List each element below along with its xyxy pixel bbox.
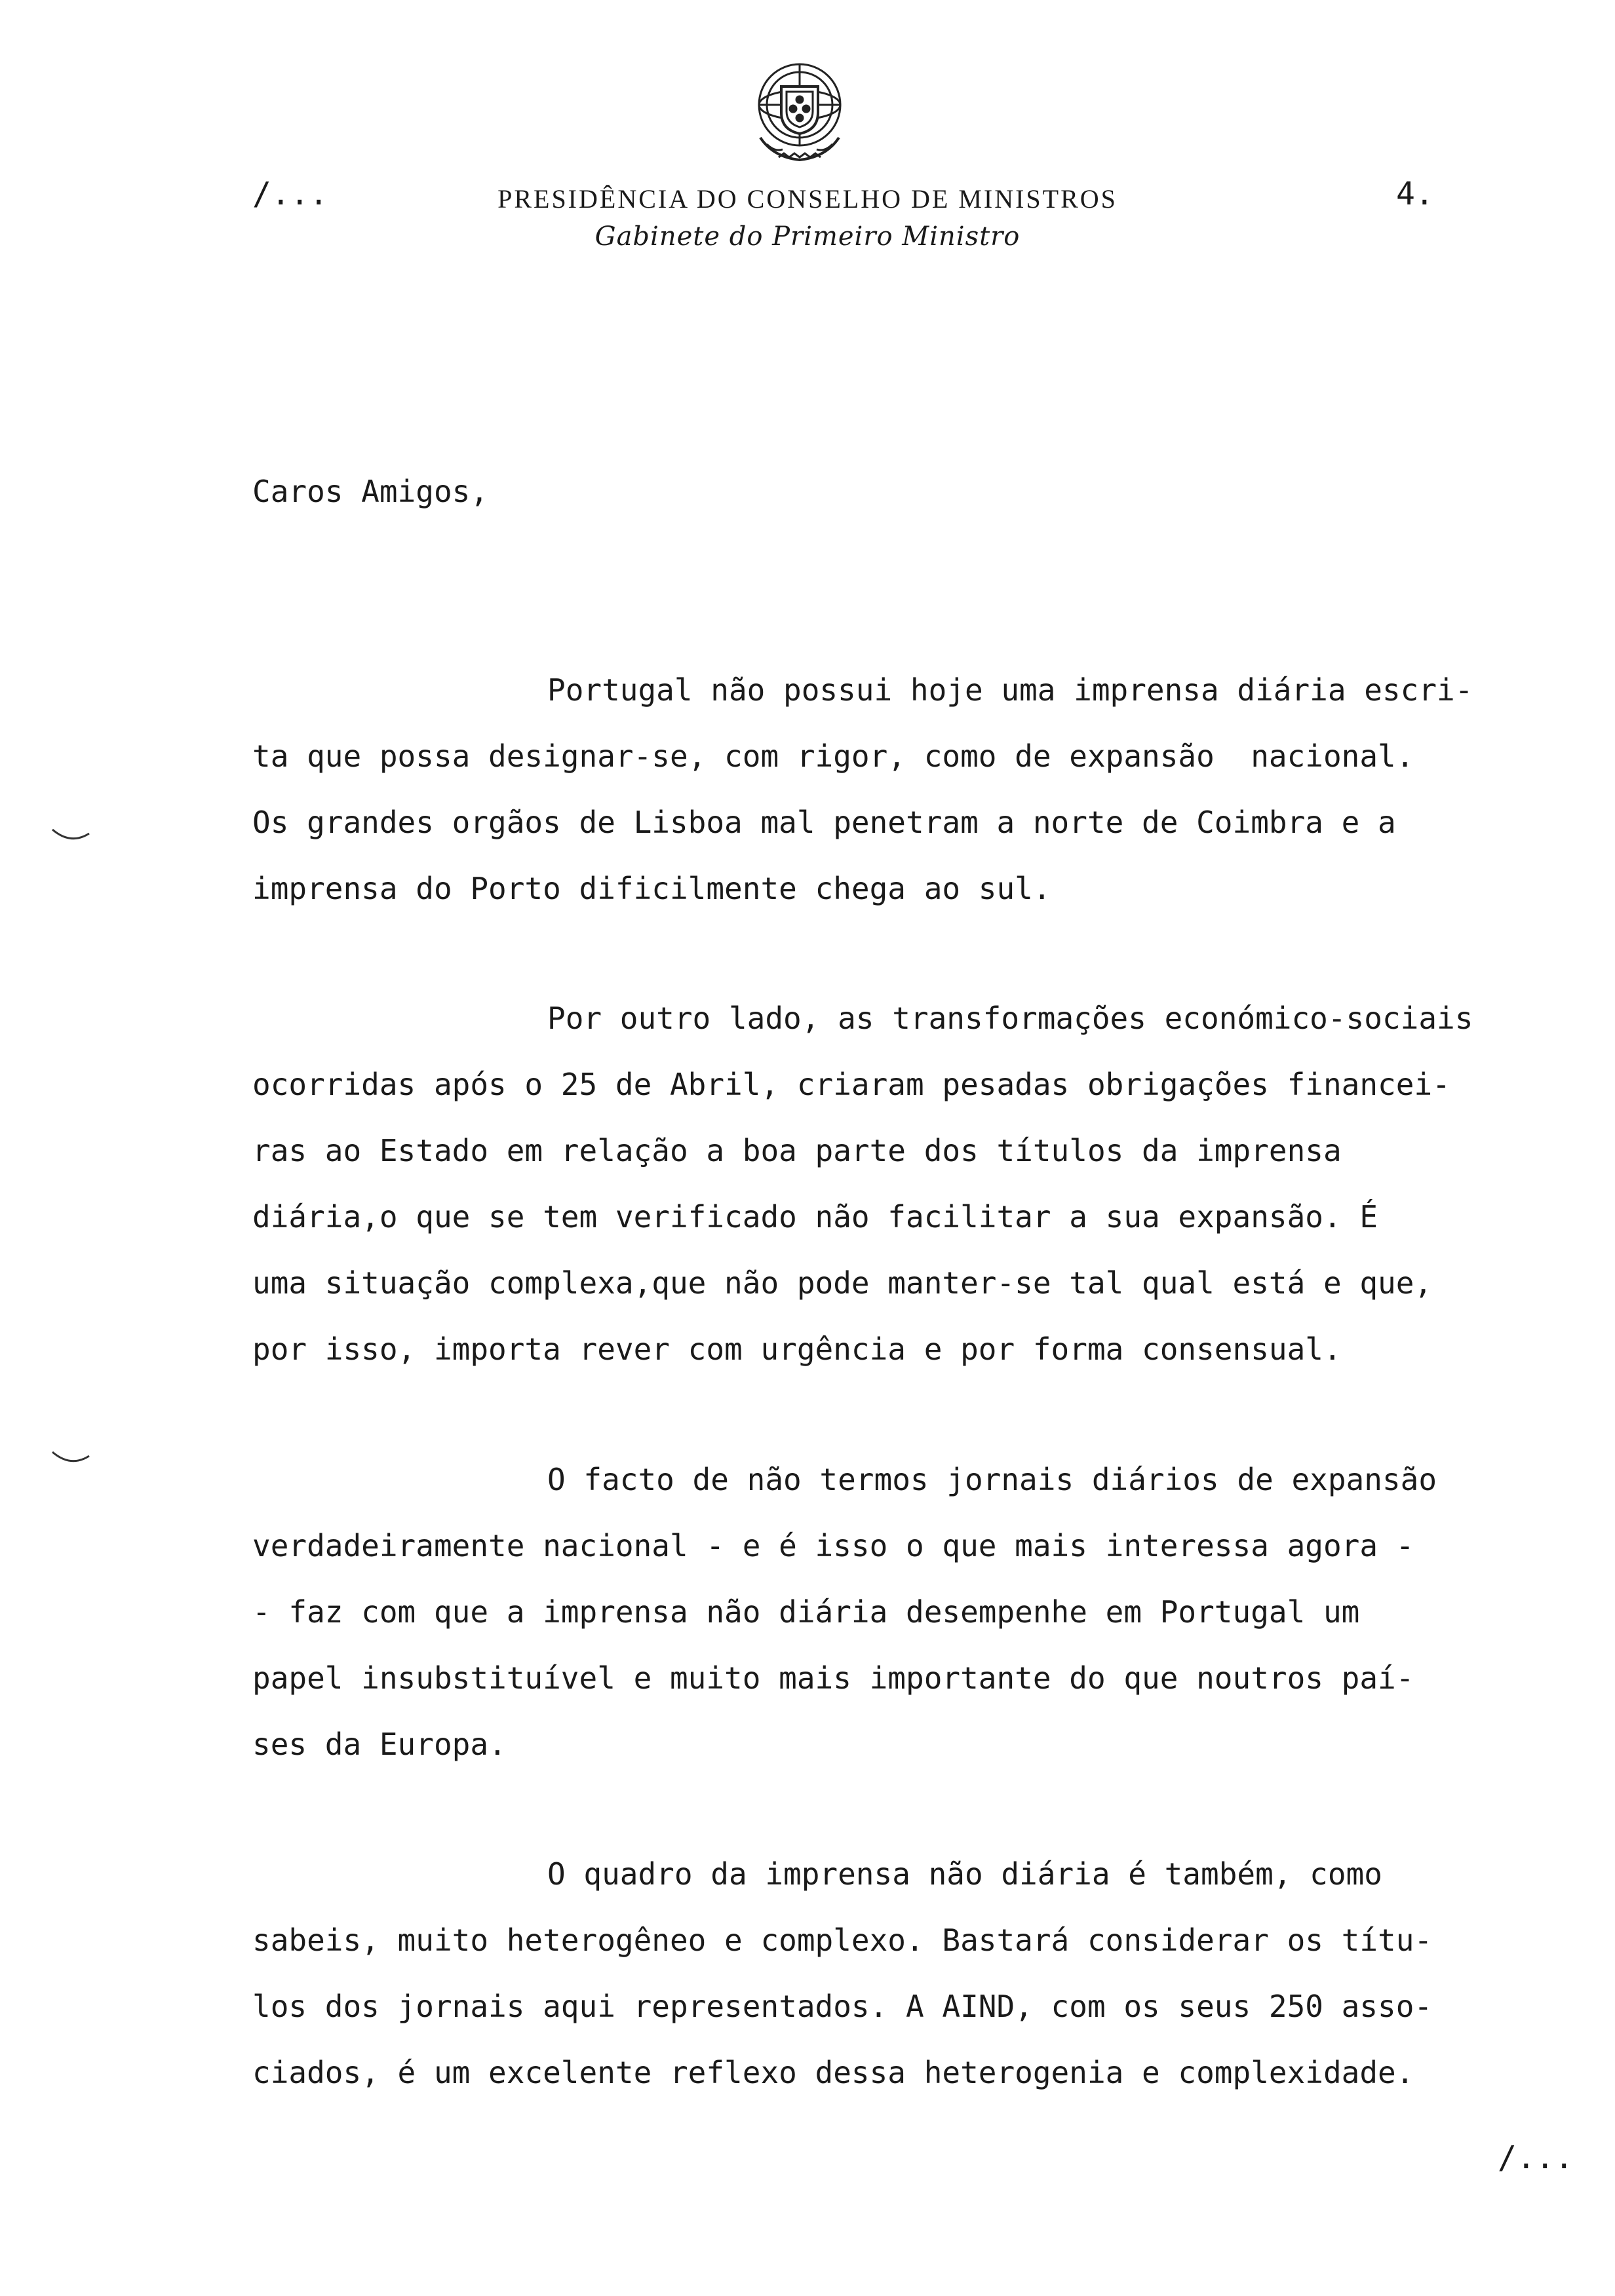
paragraph-line: Os grandes orgãos de Lisboa mal penetram a norte de Coimbra e a — [252, 805, 1396, 840]
paragraph-line: O facto de não termos jornais diários de expansão — [547, 1462, 1437, 1497]
page-number: 4. — [1396, 176, 1434, 212]
paragraph-line: ses da Europa. — [252, 1727, 507, 1762]
paragraph-line: papel insubstituível e muito mais importante do que noutros paí- — [252, 1660, 1414, 1696]
paragraph-line: - faz com que a imprensa não diária desempenhe em Portugal um — [252, 1594, 1360, 1630]
paragraph-line: imprensa do Porto dificilmente chega ao sul. — [252, 871, 1051, 906]
margin-fold-mark-icon — [51, 827, 90, 847]
header-continuation-mark: /... — [252, 176, 328, 212]
paragraph-line: los dos jornais aqui representados. A AIND, com os seus 250 asso- — [252, 1989, 1433, 2024]
paragraph-line: ta que possa designar-se, com rigor, como de expansão nacional. — [252, 738, 1414, 774]
margin-fold-mark-icon — [51, 1449, 90, 1469]
paragraph-line: diária,o que se tem verificado não facilitar a sua expansão. É — [252, 1199, 1378, 1234]
footer-continuation-mark: /... — [1498, 2139, 1574, 2176]
greeting: Caros Amigos, — [252, 474, 489, 509]
paragraph-line: sabeis, muito heterogêneo e complexo. Bastará considerar os títu- — [252, 1923, 1433, 1958]
paragraph-line: por isso, importa rever com urgência e por forma consensual. — [252, 1331, 1342, 1367]
coat-of-arms-emblem-icon — [741, 52, 859, 170]
paragraph-line: Portugal não possui hoje uma imprensa diária escri- — [547, 672, 1473, 708]
paragraph-line: Por outro lado, as transformações económico-sociais — [547, 1001, 1473, 1036]
paragraph-line: ciados, é um excelente reflexo dessa heterogenia e complexidade. — [252, 2055, 1414, 2090]
letterhead-subtitle: Gabinete do Primeiro Ministro — [594, 221, 1021, 252]
paragraph-line: verdadeiramente nacional - e é isso o que mais interessa agora - — [252, 1528, 1414, 1563]
letterhead-title: PRESIDÊNCIA DO CONSELHO DE MINISTROS — [497, 184, 1118, 214]
paragraph-line: uma situação complexa,que não pode manter-se tal qual está e que, — [252, 1265, 1433, 1301]
paragraph-line: ocorridas após o 25 de Abril, criaram pesadas obrigações financei- — [252, 1067, 1450, 1102]
paragraph-line: ras ao Estado em relação a boa parte dos títulos da imprensa — [252, 1133, 1342, 1168]
paragraph-line: O quadro da imprensa não diária é também, como — [547, 1856, 1382, 1892]
